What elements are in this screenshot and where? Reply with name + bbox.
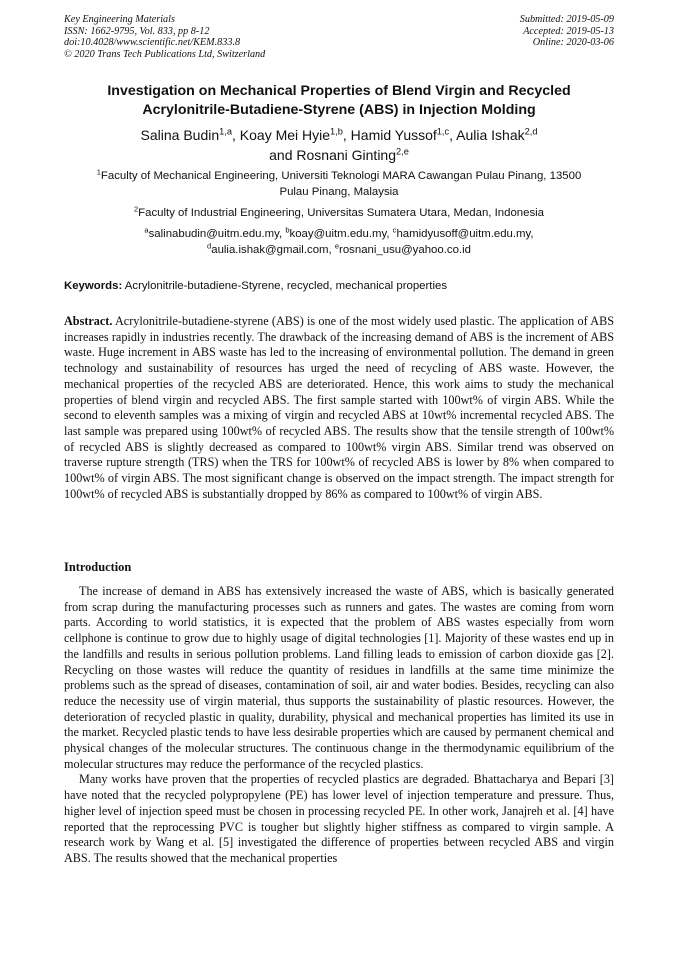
author-and: and — [269, 147, 297, 163]
doi-line: doi:10.4028/www.scientific.net/KEM.833.8 — [64, 37, 241, 49]
author-sup: 1,c — [436, 126, 450, 137]
email-sup: c — [392, 225, 397, 235]
author-sup: 1,b — [330, 126, 343, 137]
affiliation-1 — [40, 168, 638, 200]
affiliation-sup: 1 — [96, 167, 101, 177]
title-line-1: Investigation on Mechanical Properties of Blend Virgin and Recycled — [107, 83, 571, 99]
paragraph: The increase of demand in ABS has extensively increased the waste of ABS, which is basically generated from scrap during the manufacturing processes such as runners and gates. The wastes are coming from worn parts. According to world statistics, it is expected that the problem of ABS wastes especially from worn cellphone is continue to grow due to highly usage of digital technologies [1]. Majority of these wastes end up in the landfills and results in serious pollution problems. Land filling leads to emission of carbon dioxide gas [2]. Recycling on those wastes will reduce the quantity of residues in landfills at the same time minimize the problems such as the spread of diseases, contamination of soil, air and water bodies. Besides, recycling can also reduce the necessity use of virgin material, thus supports the sustainability of plastic resources. However, the deterioration of recycled plastic in quality, durability, physical and mechanical properties has limited its use in the market. Recycled plastic tends to have less desirable properties which are caused by permanent chemical and physical changes of the molecular structures. The continuous change in the thermodynamic equilibrium of the molecular structures may reduce the performance of the recycled plastics. — [64, 584, 614, 771]
author-name: Rosnani Ginting — [296, 147, 397, 163]
email-address[interactable]: rosnani_usu@yahoo.co.id — [339, 243, 471, 256]
authors-line-1 — [40, 125, 638, 145]
author-sup: 2,e — [396, 146, 409, 157]
keywords-text: Acrylonitrile-butadiene-Styrene, recycled, mechanical properties — [122, 280, 448, 292]
abstract-text: Acrylonitrile-butadiene-styrene (ABS) is one of the most widely used plastic. The application of ABS increases rapidly in industries recently. The drawback of the increasing demand of ABS is the increment of ABS waste. Huge increment in ABS waste has led to the increasing of environmental pollution. The demand in green technology and sustainability of resources has urged the need of recycling of ABS waste. However, the mechanical properties of the recycled ABS are deteriorated. Hence, this work aims to study the mechanical properties of blend virgin and recycled ABS. The first sample started with 100wt% of virgin ABS. While the second to eleventh samples was a mixing of virgin and recycled ABS at 10wt% incremental recycled ABS. The last sample was prepared using 100wt% of recycled ABS. The results show that the tensile strength of 100wt% of recycled ABS is slightly decreased as compared to 100wt% virgin ABS. Similar trend was observed on traverse rupture strength (TRS) when the TRS for 100wt% of recycled ABS is lower by 8% when compared to 100wt% of virgin ABS. The most significant change is observed on the impact strength. The impact strength for 100wt% of recycled ABS is substantially dropped by 86% as compared to 100wt% of virgin ABS. — [64, 314, 614, 501]
authors-line-2 — [40, 145, 638, 165]
email-address[interactable]: koay@uitm.edu.my, — [289, 228, 393, 240]
issn-line: ISSN: 1662-9795, Vol. 833, pp 8-12 — [64, 25, 210, 37]
affiliation-sup: 2 — [133, 204, 139, 214]
author-sup: 1,a — [219, 126, 232, 137]
author-name: Hamid Yussof — [350, 127, 437, 143]
author-emails — [40, 227, 638, 258]
author-name: Salina Budin — [140, 127, 220, 143]
paragraph: Many works have proven that the properties of recycled plastics are degraded. Bhattacharya and Bepari [3] have noted that the recycled polypropylene (PE) has lower level of injection temperature and pressure. Thus, higher level of injection speed must be chosen in processing recycled PE. In other work, Janajreh et al. [4] have reported that the reprocessing PVC is tougher but slightly higher stiffness as compared to virgin sample. A research work by Wang et al. [5] investigated the difference of properties between recycled ABS and virgin ABS. The results showed that the mechanical properties — [64, 772, 614, 865]
author-separator: , — [232, 127, 240, 143]
affiliation-text: Pulau Pinang, Malaysia — [279, 186, 399, 198]
author-list — [40, 125, 638, 165]
author-name: Aulia Ishak — [456, 127, 525, 143]
email-sup: b — [285, 225, 290, 235]
copyright-line: © 2020 Trans Tech Publications Ltd, Switzerland — [64, 48, 266, 60]
keywords — [64, 279, 624, 294]
email-address[interactable]: aulia.ishak@gmail.com, — [211, 243, 335, 256]
author-sup: 2,d — [524, 126, 538, 137]
email-sup: d — [207, 241, 212, 250]
online-date: Online: 2020-03-06 — [532, 37, 614, 49]
affiliation-2 — [40, 205, 638, 221]
section-heading-introduction: Introduction — [64, 560, 132, 574]
abstract — [64, 314, 614, 502]
abstract-label: Abstract. — [64, 314, 113, 328]
email-sup: e — [334, 241, 340, 250]
accepted-date: Accepted: 2019-05-13 — [523, 25, 614, 37]
affiliation-text: Faculty of Mechanical Engineering, Universiti Teknologi MARA Cawangan Pulau Pinang, 13500 — [100, 170, 582, 182]
email-address[interactable]: hamidyusoff@uitm.edu.my, — [396, 228, 534, 240]
keywords-label: Keywords: — [64, 280, 123, 292]
introduction-body — [64, 584, 614, 867]
affiliation-text: Faculty of Industrial Engineering, Universitas Sumatera Utara, Medan, Indonesia — [138, 207, 545, 219]
author-name: Koay Mei Hyie — [239, 127, 331, 143]
title-line-2: Acrylonitrile-Butadiene-Styrene (ABS) in Injection Molding — [142, 102, 536, 118]
submission-dates — [520, 14, 614, 49]
journal-info — [64, 14, 265, 60]
email-sup: a — [144, 225, 149, 235]
submitted-date: Submitted: 2019-05-09 — [519, 14, 614, 25]
paper-title — [40, 82, 638, 120]
email-address[interactable]: salinabudin@uitm.edu.my, — [148, 228, 286, 240]
author-separator: , — [342, 127, 351, 143]
journal-name: Key Engineering Materials — [64, 14, 175, 25]
author-separator: , — [449, 127, 457, 143]
